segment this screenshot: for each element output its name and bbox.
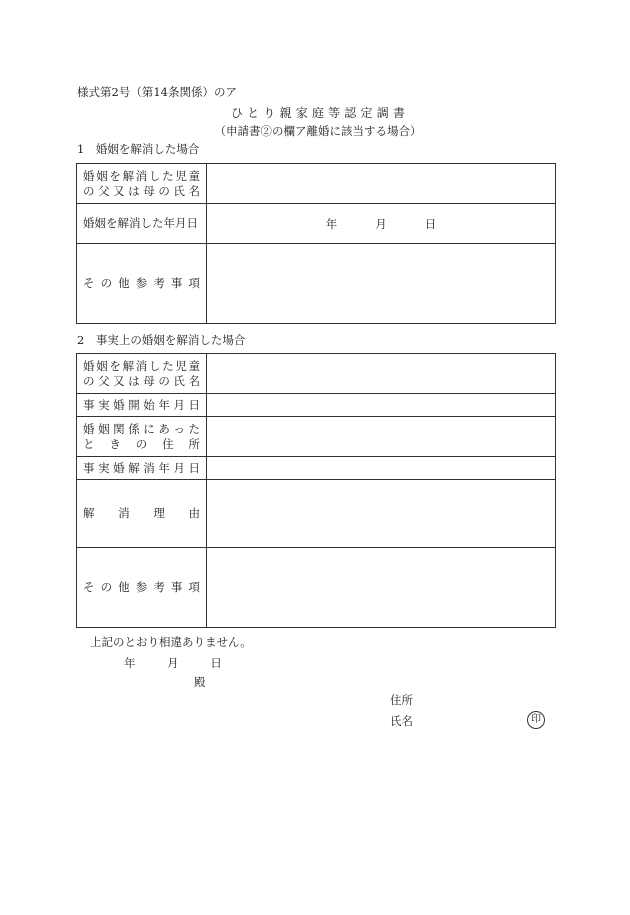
table-row [77, 417, 556, 457]
label-line: 婚 姻 を 解 消 し た 児 童 [83, 168, 200, 183]
date-units [207, 216, 555, 232]
label-cell [77, 480, 207, 548]
dissolution-date-field[interactable] [207, 204, 556, 244]
table-row [77, 548, 556, 628]
seal-mark-icon: 印 [527, 711, 545, 729]
label-cell [77, 417, 207, 457]
section2-heading: 2 事実上の婚姻を解消した場合 [77, 333, 246, 347]
table-row [77, 480, 556, 548]
cohabitation-end-date-field[interactable] [207, 457, 556, 480]
label-cell [77, 244, 207, 324]
label-line: 解 消 理 由 [83, 506, 200, 520]
year-unit: 年 [325, 216, 338, 231]
other-notes-field[interactable] [207, 548, 556, 628]
label-line: 事 実 婚 開 始 年 月 日 [83, 397, 200, 412]
label-cell [77, 548, 207, 628]
parent-name-field[interactable] [207, 354, 556, 394]
day-unit: 日 [424, 216, 437, 231]
label-cell [77, 394, 207, 417]
label-line: と き の 住 所 [83, 436, 200, 451]
month-unit: 月 [167, 656, 179, 670]
label-line: 婚 姻 を 解 消 し た 児 童 [83, 358, 200, 373]
cohabitation-start-date-field[interactable] [207, 394, 556, 417]
label-line: 事 実 婚 解 消 年 月 日 [83, 460, 200, 475]
label-line: の 父 又 は 母 の 氏 名 [83, 373, 200, 388]
parent-name-field[interactable] [207, 164, 556, 204]
label-cell [77, 204, 207, 244]
label-line: そ の 他 参 考 事 項 [83, 276, 200, 290]
table-row [77, 457, 556, 480]
section1-table [76, 163, 556, 324]
day-unit: 日 [210, 656, 222, 670]
label-line: 婚姻を解消した年月日 [83, 216, 198, 230]
other-notes-field[interactable] [207, 244, 556, 324]
month-unit: 月 [375, 216, 387, 231]
label-cell [77, 354, 207, 394]
signature-date [124, 655, 250, 671]
table-row [77, 354, 556, 394]
dissolution-reason-field[interactable] [207, 480, 556, 548]
table-row [77, 244, 556, 324]
address-label: 住所 [390, 693, 413, 707]
former-address-field[interactable] [207, 417, 556, 457]
declaration-text: 上記のとおり相違ありません。 [90, 635, 252, 649]
label-line: の 父 又 は 母 の 氏 名 [83, 183, 200, 198]
year-unit: 年 [124, 656, 136, 670]
document-subtitle: （申請書②の欄ア離婚に該当する場合） [214, 124, 422, 138]
label-cell [77, 457, 207, 480]
label-line: そ の 他 参 考 事 項 [83, 580, 200, 594]
section2-table [76, 353, 556, 628]
name-label: 氏名 [390, 714, 413, 728]
table-row [77, 164, 556, 204]
table-row [77, 394, 556, 417]
form-number-label: 様式第2号（第14条関係）のア [77, 85, 237, 99]
section1-heading: 1 婚姻を解消した場合 [77, 142, 200, 156]
label-line: 婚 姻 関 係 に あ っ た [83, 421, 200, 436]
table-row [77, 204, 556, 244]
document-title: ひとり親家庭等認定調書 [230, 106, 410, 120]
label-cell [77, 164, 207, 204]
addressee-suffix: 殿 [194, 675, 206, 689]
